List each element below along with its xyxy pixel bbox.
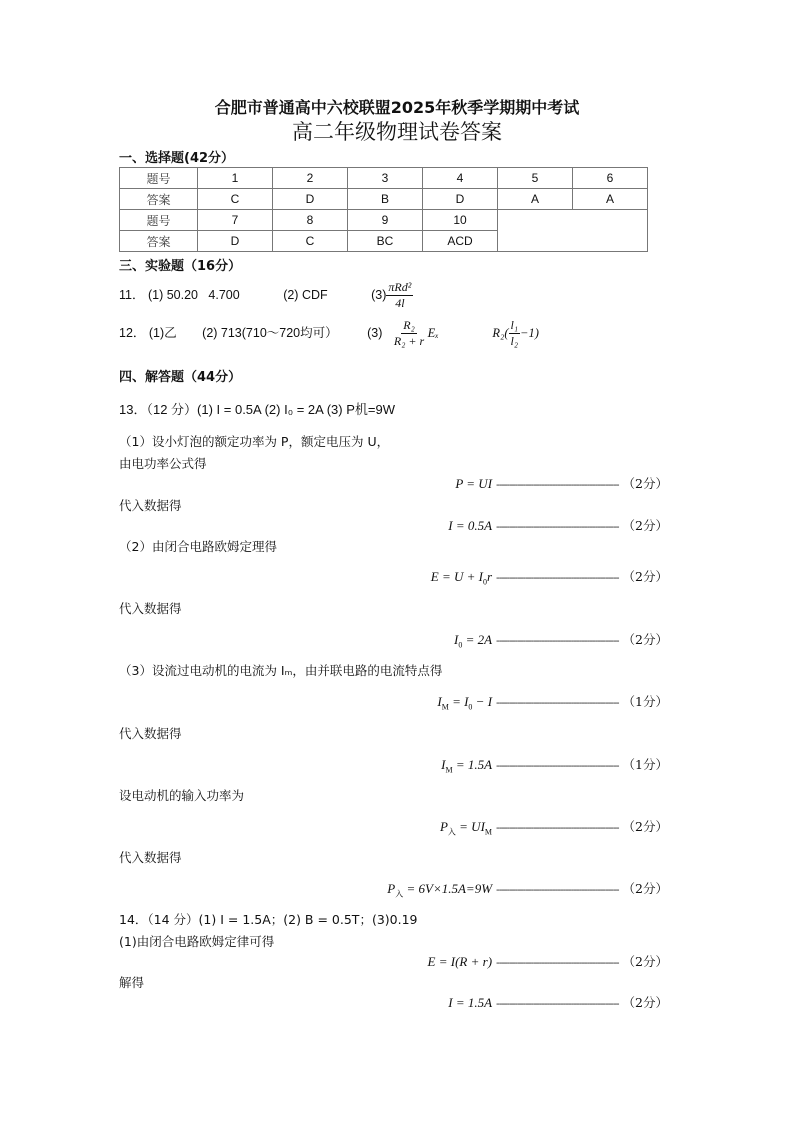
q12-part2: (2) 713(710～720均可） bbox=[202, 325, 338, 340]
row-header-cell: 题号 bbox=[120, 210, 198, 231]
formula-part: P bbox=[387, 881, 396, 896]
solution-text: 解得 bbox=[119, 975, 145, 990]
formula-part: − I bbox=[472, 694, 493, 709]
formula-part: I bbox=[453, 632, 459, 647]
formula-subscript: M bbox=[445, 765, 453, 775]
leader-dashes: ---------------------------------------------- bbox=[496, 479, 619, 491]
formula-part: E = I(R + r) bbox=[427, 954, 493, 969]
formula-part: r bbox=[486, 569, 493, 584]
table-cell: C bbox=[198, 189, 273, 210]
q12-emf: Eₓ bbox=[427, 325, 439, 340]
table-cell: 9 bbox=[348, 210, 423, 231]
scoring-step bbox=[431, 567, 668, 587]
step-score: （2分） bbox=[622, 995, 668, 1010]
table-cell: BC bbox=[348, 231, 423, 252]
row-header-cell: 答案 bbox=[120, 189, 198, 210]
leader-dashes: ---------------------------------------------- bbox=[496, 697, 619, 709]
formula-part: = 1.5A bbox=[452, 757, 493, 772]
leader-dashes: ---------------------------------------------- bbox=[496, 635, 619, 647]
leader-dashes: ---------------------------------------------- bbox=[496, 521, 619, 533]
fraction-denominator: l₂ bbox=[510, 334, 519, 348]
formula-subscript: M bbox=[484, 827, 493, 837]
step-score: （2分） bbox=[622, 819, 668, 834]
q12-part4-fraction bbox=[509, 318, 521, 349]
leader-dashes: ---------------------------------------------- bbox=[496, 998, 619, 1010]
table-cell: 2 bbox=[273, 168, 348, 189]
step-formula bbox=[441, 757, 492, 775]
step-score: （2分） bbox=[622, 881, 668, 896]
q11-part1: (1) 50.20 4.700 bbox=[147, 287, 240, 302]
choice-answer-table bbox=[119, 167, 648, 252]
formula-part: P bbox=[439, 819, 448, 834]
step-formula bbox=[448, 995, 492, 1011]
step-formula bbox=[455, 476, 492, 492]
formula-part: = I bbox=[448, 694, 469, 709]
q12-formula bbox=[394, 318, 424, 349]
table-cell: D bbox=[423, 189, 498, 210]
formula-part: = UI bbox=[455, 819, 485, 834]
fraction-numerator: R₂ bbox=[403, 318, 415, 332]
scoring-step bbox=[440, 817, 668, 838]
table-cell: A bbox=[573, 189, 648, 210]
formula-part: I bbox=[437, 694, 442, 709]
scoring-step bbox=[448, 516, 668, 534]
formula-subscript: M bbox=[441, 702, 449, 712]
row-header-cell: 题号 bbox=[120, 168, 198, 189]
section-experiment-heading: 三、实验题（16分） bbox=[119, 259, 242, 274]
solution-text: （2）由闭合电路欧姆定理得 bbox=[119, 539, 277, 554]
formula-part: I = 0.5A bbox=[448, 518, 493, 533]
step-formula bbox=[431, 569, 492, 587]
formula-part: P = UI bbox=[455, 476, 493, 491]
exam-subtitle: 高二年级物理试卷答案 bbox=[292, 120, 502, 144]
leader-dashes: ---------------------------------------------- bbox=[496, 957, 619, 969]
solution-text: （1）设小灯泡的额定功率为 P，额定电压为 U， bbox=[119, 434, 390, 449]
solution-text: (1)由闭合电路欧姆定律可得 bbox=[119, 934, 275, 949]
step-formula bbox=[448, 518, 492, 534]
table-cell: D bbox=[273, 189, 348, 210]
step-score: （2分） bbox=[622, 569, 668, 584]
solution-text: （3）设流过电动机的电流为 Iₘ，由并联电路的电流特点得 bbox=[119, 663, 443, 678]
step-score: （2分） bbox=[622, 954, 668, 969]
table-row bbox=[120, 189, 648, 210]
leader-dashes: ---------------------------------------------- bbox=[496, 760, 619, 772]
formula-subscript: 0 bbox=[458, 640, 463, 650]
scoring-step bbox=[455, 474, 668, 492]
step-formula bbox=[387, 881, 492, 900]
solution-text: 代入数据得 bbox=[119, 498, 182, 513]
step-score: （2分） bbox=[622, 518, 668, 533]
scoring-step bbox=[437, 692, 668, 712]
formula-part: I bbox=[441, 757, 446, 772]
q12-part4-suffix: −1) bbox=[520, 325, 539, 340]
formula-part: I = 1.5A bbox=[448, 995, 493, 1010]
solution-text: 设电动机的输入功率为 bbox=[119, 788, 245, 803]
leader-dashes: ---------------------------------------------- bbox=[496, 884, 619, 896]
table-cell: 1 bbox=[198, 168, 273, 189]
q11-answer bbox=[119, 280, 413, 311]
scoring-step bbox=[428, 952, 668, 970]
table-row bbox=[120, 210, 648, 231]
solution-text: 代入数据得 bbox=[119, 850, 182, 865]
table-cell: 7 bbox=[198, 210, 273, 231]
row-header-cell: 答案 bbox=[120, 231, 198, 252]
solution-text: 代入数据得 bbox=[119, 726, 182, 741]
formula-subscript: 0 bbox=[468, 702, 473, 712]
solution-text: 由电功率公式得 bbox=[119, 456, 207, 471]
q12-answer bbox=[119, 318, 539, 349]
scoring-step bbox=[454, 630, 668, 650]
table-cell: 10 bbox=[423, 210, 498, 231]
q12-part4-prefix: R₂( bbox=[492, 325, 509, 340]
q11-number: 11． bbox=[119, 287, 145, 302]
solution-text: 代入数据得 bbox=[119, 601, 182, 616]
scoring-step bbox=[441, 755, 668, 775]
fraction-denominator: R₂ + r bbox=[393, 334, 425, 348]
table-cell: C bbox=[273, 231, 348, 252]
table-cell: D bbox=[198, 231, 273, 252]
formula-part: = 2A bbox=[462, 632, 493, 647]
table-row bbox=[120, 168, 648, 189]
leader-dashes: ---------------------------------------------- bbox=[496, 822, 619, 834]
fraction-numerator: l₁ bbox=[510, 318, 519, 332]
empty-cell bbox=[498, 210, 648, 252]
step-score: （1分） bbox=[622, 757, 668, 772]
leader-dashes: ---------------------------------------------- bbox=[496, 572, 619, 584]
scoring-step bbox=[448, 993, 668, 1011]
table-cell: B bbox=[348, 189, 423, 210]
formula-subscript: 入 bbox=[447, 827, 456, 837]
q13-summary: 13．（12 分）(1) I = 0.5A (2) I₀ = 2A (3) P机=9W bbox=[119, 402, 395, 417]
q11-part2: (2) CDF bbox=[283, 287, 328, 302]
q11-part3: (3) bbox=[371, 287, 387, 302]
table-cell: A bbox=[498, 189, 573, 210]
formula-part: = 6V×1.5A=9W bbox=[403, 881, 493, 896]
table-cell: 4 bbox=[423, 168, 498, 189]
table-cell: ACD bbox=[423, 231, 498, 252]
scoring-step bbox=[387, 879, 668, 900]
q11-formula bbox=[386, 280, 413, 311]
step-formula bbox=[437, 694, 492, 712]
section-choice-heading: 一、选择题(42分） bbox=[119, 151, 235, 166]
table-cell: 8 bbox=[273, 210, 348, 231]
q12-part3: (3) bbox=[367, 325, 383, 340]
fraction-numerator: πRd² bbox=[388, 280, 412, 294]
step-formula bbox=[440, 819, 492, 838]
fraction-denominator: 4l bbox=[395, 296, 405, 310]
q12-part1: (1)乙 bbox=[148, 325, 177, 340]
formula-part: E = U + I bbox=[430, 569, 483, 584]
formula-subscript: 入 bbox=[395, 889, 404, 899]
step-formula bbox=[454, 632, 492, 650]
table-cell: 6 bbox=[573, 168, 648, 189]
q12-number: 12． bbox=[119, 325, 146, 340]
exam-title: 合肥市普通高中六校联盟2025年秋季学期期中考试 bbox=[214, 98, 580, 117]
step-formula bbox=[428, 954, 492, 970]
step-score: （2分） bbox=[622, 632, 668, 647]
table-cell: 5 bbox=[498, 168, 573, 189]
section-solution-heading: 四、解答题（44分） bbox=[119, 370, 242, 385]
step-score: （1分） bbox=[622, 694, 668, 709]
step-score: （2分） bbox=[622, 476, 668, 491]
solution-text: 14．（14 分）(1) I = 1.5A；(2) B = 0.5T；(3)0.19 bbox=[119, 912, 418, 927]
formula-subscript: 0 bbox=[482, 577, 487, 587]
table-cell: 3 bbox=[348, 168, 423, 189]
